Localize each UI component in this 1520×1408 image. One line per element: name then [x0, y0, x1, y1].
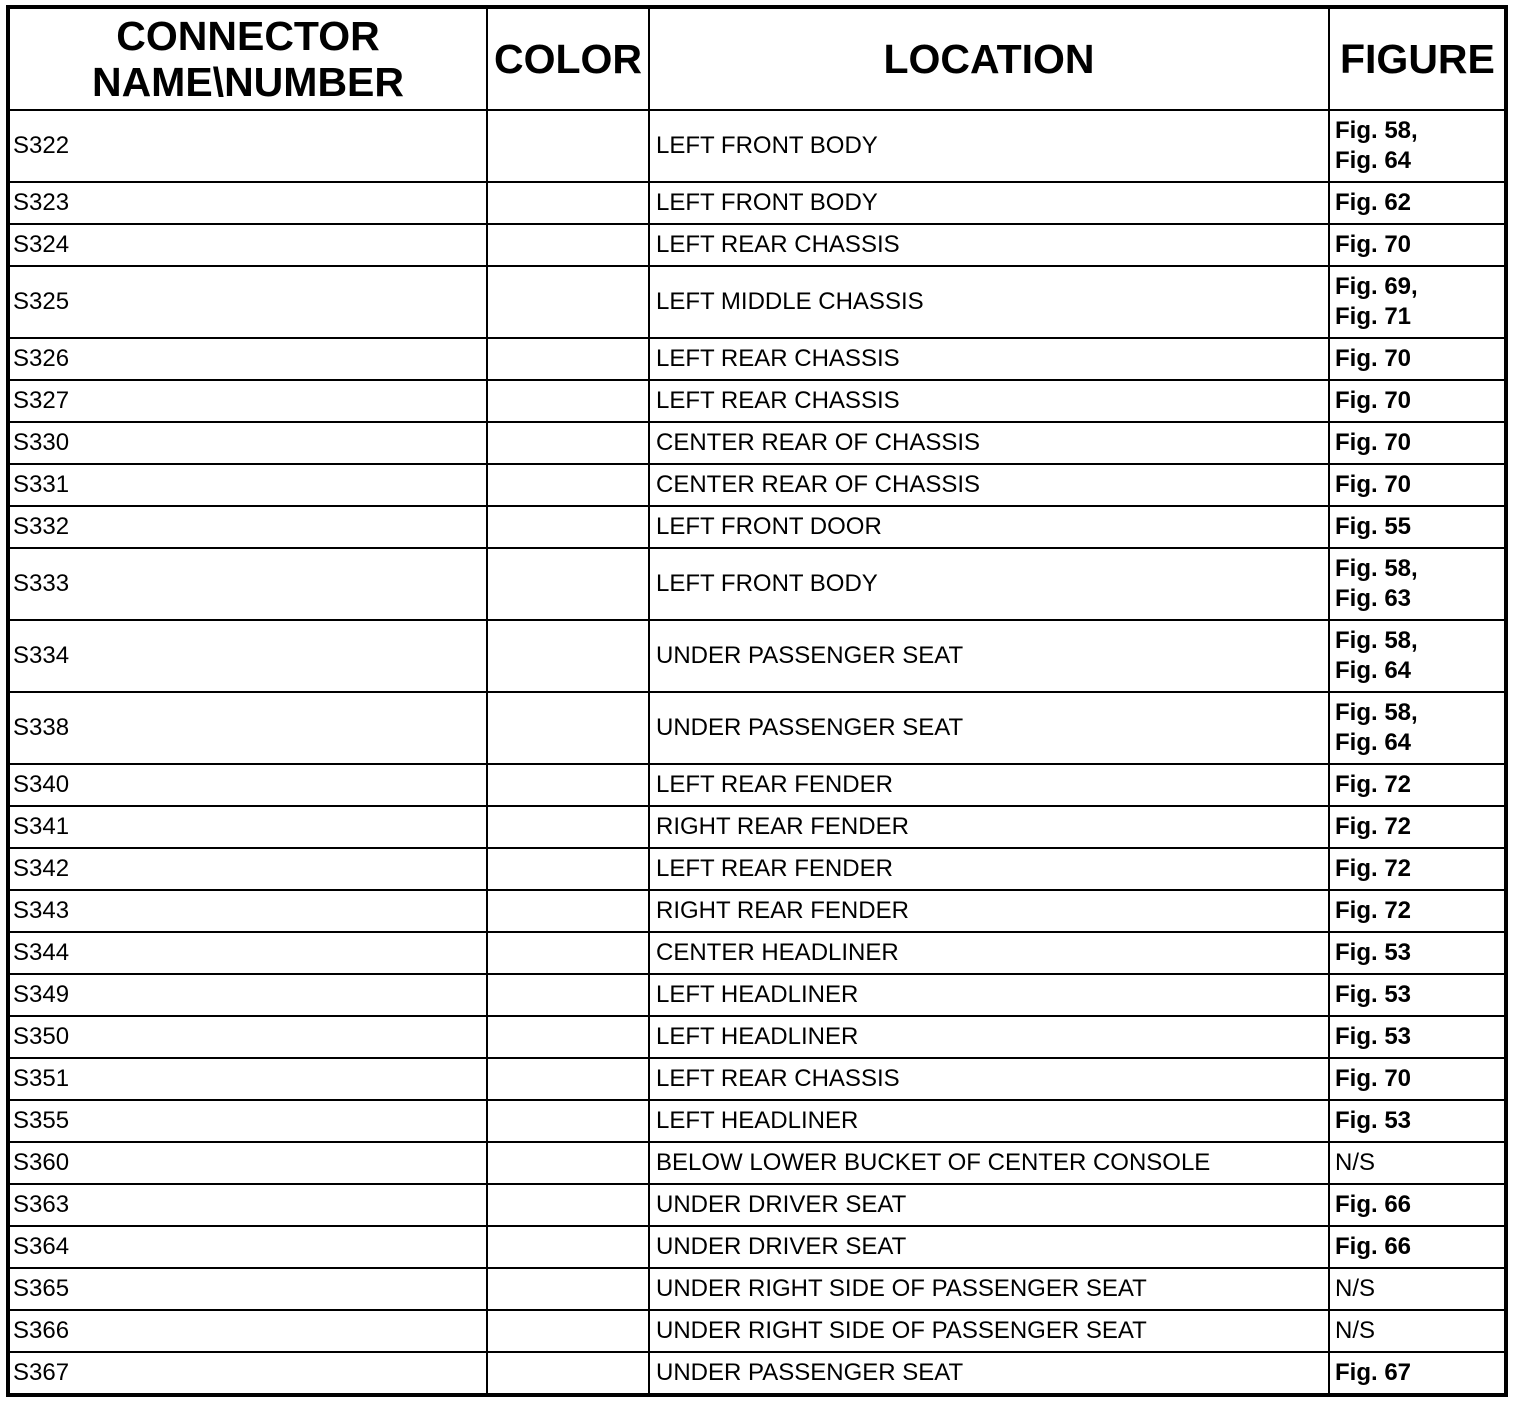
color-cell — [487, 110, 649, 182]
header-color: COLOR — [487, 7, 649, 110]
color-cell — [487, 548, 649, 620]
location-cell: LEFT REAR FENDER — [649, 764, 1329, 806]
table-body — [8, 110, 1506, 1395]
header-connector-name: CONNECTOR NAME\NUMBER — [8, 7, 487, 110]
figure-cell: Fig. 58, Fig. 64 — [1329, 692, 1506, 764]
color-cell — [487, 1016, 649, 1058]
table-row — [8, 110, 1506, 182]
connector-name-cell: S323 — [8, 182, 487, 224]
connector-name-cell: S360 — [8, 1142, 487, 1184]
color-cell — [487, 1100, 649, 1142]
figure-cell: Fig. 72 — [1329, 806, 1506, 848]
figure-cell: Fig. 70 — [1329, 464, 1506, 506]
table-row — [8, 506, 1506, 548]
figure-cell: Fig. 70 — [1329, 1058, 1506, 1100]
location-cell: LEFT FRONT DOOR — [649, 506, 1329, 548]
figure-cell: N/S — [1329, 1268, 1506, 1310]
figure-cell: Fig. 69, Fig. 71 — [1329, 266, 1506, 338]
connector-name-cell: S366 — [8, 1310, 487, 1352]
color-cell — [487, 1226, 649, 1268]
location-cell: LEFT REAR FENDER — [649, 848, 1329, 890]
location-cell: UNDER PASSENGER SEAT — [649, 692, 1329, 764]
table-row — [8, 380, 1506, 422]
connector-table — [6, 5, 1508, 1397]
color-cell — [487, 692, 649, 764]
connector-name-cell: S351 — [8, 1058, 487, 1100]
color-cell — [487, 506, 649, 548]
location-cell: CENTER REAR OF CHASSIS — [649, 464, 1329, 506]
color-cell — [487, 1310, 649, 1352]
color-cell — [487, 848, 649, 890]
header-location: LOCATION — [649, 7, 1329, 110]
table-row — [8, 806, 1506, 848]
table-row — [8, 848, 1506, 890]
connector-name-cell: S334 — [8, 620, 487, 692]
figure-cell: Fig. 66 — [1329, 1184, 1506, 1226]
figure-cell: Fig. 72 — [1329, 848, 1506, 890]
figure-cell: Fig. 70 — [1329, 422, 1506, 464]
location-cell: BELOW LOWER BUCKET OF CENTER CONSOLE — [649, 1142, 1329, 1184]
color-cell — [487, 764, 649, 806]
table-row — [8, 974, 1506, 1016]
color-cell — [487, 1184, 649, 1226]
location-cell: LEFT HEADLINER — [649, 974, 1329, 1016]
location-cell: LEFT MIDDLE CHASSIS — [649, 266, 1329, 338]
color-cell — [487, 182, 649, 224]
location-cell: CENTER HEADLINER — [649, 932, 1329, 974]
location-cell: RIGHT REAR FENDER — [649, 806, 1329, 848]
figure-cell: Fig. 67 — [1329, 1352, 1506, 1395]
figure-cell: Fig. 55 — [1329, 506, 1506, 548]
location-cell: UNDER RIGHT SIDE OF PASSENGER SEAT — [649, 1268, 1329, 1310]
location-cell: UNDER PASSENGER SEAT — [649, 1352, 1329, 1395]
figure-cell: Fig. 53 — [1329, 1016, 1506, 1058]
table-row — [8, 266, 1506, 338]
figure-cell: Fig. 62 — [1329, 182, 1506, 224]
table-row — [8, 182, 1506, 224]
figure-cell: Fig. 70 — [1329, 224, 1506, 266]
location-cell: CENTER REAR OF CHASSIS — [649, 422, 1329, 464]
connector-name-cell: S322 — [8, 110, 487, 182]
figure-cell: Fig. 53 — [1329, 974, 1506, 1016]
table-row — [8, 890, 1506, 932]
location-cell: RIGHT REAR FENDER — [649, 890, 1329, 932]
connector-name-cell: S325 — [8, 266, 487, 338]
location-cell: LEFT FRONT BODY — [649, 182, 1329, 224]
color-cell — [487, 1352, 649, 1395]
connector-name-cell: S324 — [8, 224, 487, 266]
location-cell: UNDER DRIVER SEAT — [649, 1226, 1329, 1268]
table-row — [8, 620, 1506, 692]
table-row — [8, 464, 1506, 506]
figure-cell: Fig. 53 — [1329, 1100, 1506, 1142]
color-cell — [487, 932, 649, 974]
connector-name-cell: S364 — [8, 1226, 487, 1268]
location-cell: LEFT HEADLINER — [649, 1100, 1329, 1142]
location-cell: LEFT FRONT BODY — [649, 110, 1329, 182]
color-cell — [487, 1142, 649, 1184]
location-cell: UNDER PASSENGER SEAT — [649, 620, 1329, 692]
table-row — [8, 1184, 1506, 1226]
table-row — [8, 1310, 1506, 1352]
figure-cell: Fig. 58, Fig. 64 — [1329, 620, 1506, 692]
connector-name-cell: S367 — [8, 1352, 487, 1395]
connector-name-cell: S349 — [8, 974, 487, 1016]
connector-name-cell: S327 — [8, 380, 487, 422]
color-cell — [487, 1058, 649, 1100]
connector-name-cell: S332 — [8, 506, 487, 548]
connector-name-cell: S326 — [8, 338, 487, 380]
connector-name-cell: S340 — [8, 764, 487, 806]
color-cell — [487, 380, 649, 422]
figure-cell: Fig. 72 — [1329, 890, 1506, 932]
table-row — [8, 1058, 1506, 1100]
location-cell: LEFT FRONT BODY — [649, 548, 1329, 620]
figure-cell: Fig. 58, Fig. 64 — [1329, 110, 1506, 182]
location-cell: LEFT REAR CHASSIS — [649, 1058, 1329, 1100]
color-cell — [487, 1268, 649, 1310]
color-cell — [487, 266, 649, 338]
table-row — [8, 692, 1506, 764]
figure-cell: Fig. 58, Fig. 63 — [1329, 548, 1506, 620]
connector-name-cell: S350 — [8, 1016, 487, 1058]
table-row — [8, 1352, 1506, 1395]
color-cell — [487, 890, 649, 932]
figure-cell: N/S — [1329, 1142, 1506, 1184]
table-header — [8, 7, 1506, 110]
table-row — [8, 1016, 1506, 1058]
table-row — [8, 422, 1506, 464]
figure-cell: Fig. 66 — [1329, 1226, 1506, 1268]
location-cell: UNDER DRIVER SEAT — [649, 1184, 1329, 1226]
figure-cell: Fig. 53 — [1329, 932, 1506, 974]
color-cell — [487, 806, 649, 848]
connector-name-cell: S355 — [8, 1100, 487, 1142]
color-cell — [487, 422, 649, 464]
header-row — [8, 7, 1506, 110]
color-cell — [487, 338, 649, 380]
connector-name-cell: S363 — [8, 1184, 487, 1226]
location-cell: LEFT REAR CHASSIS — [649, 224, 1329, 266]
table-row — [8, 932, 1506, 974]
table-row — [8, 1268, 1506, 1310]
connector-name-cell: S365 — [8, 1268, 487, 1310]
table-row — [8, 548, 1506, 620]
location-cell: LEFT HEADLINER — [649, 1016, 1329, 1058]
figure-cell: N/S — [1329, 1310, 1506, 1352]
table-row — [8, 1226, 1506, 1268]
color-cell — [487, 974, 649, 1016]
connector-name-cell: S333 — [8, 548, 487, 620]
connector-name-cell: S330 — [8, 422, 487, 464]
connector-name-cell: S343 — [8, 890, 487, 932]
figure-cell: Fig. 70 — [1329, 338, 1506, 380]
color-cell — [487, 224, 649, 266]
connector-name-cell: S338 — [8, 692, 487, 764]
connector-name-cell: S331 — [8, 464, 487, 506]
connector-name-cell: S344 — [8, 932, 487, 974]
figure-cell: Fig. 72 — [1329, 764, 1506, 806]
location-cell: UNDER RIGHT SIDE OF PASSENGER SEAT — [649, 1310, 1329, 1352]
table-row — [8, 1142, 1506, 1184]
connector-name-cell: S342 — [8, 848, 487, 890]
table-row — [8, 1100, 1506, 1142]
color-cell — [487, 464, 649, 506]
table-row — [8, 338, 1506, 380]
table-row — [8, 764, 1506, 806]
location-cell: LEFT REAR CHASSIS — [649, 380, 1329, 422]
connector-name-cell: S341 — [8, 806, 487, 848]
figure-cell: Fig. 70 — [1329, 380, 1506, 422]
table-row — [8, 224, 1506, 266]
header-figure: FIGURE — [1329, 7, 1506, 110]
location-cell: LEFT REAR CHASSIS — [649, 338, 1329, 380]
color-cell — [487, 620, 649, 692]
